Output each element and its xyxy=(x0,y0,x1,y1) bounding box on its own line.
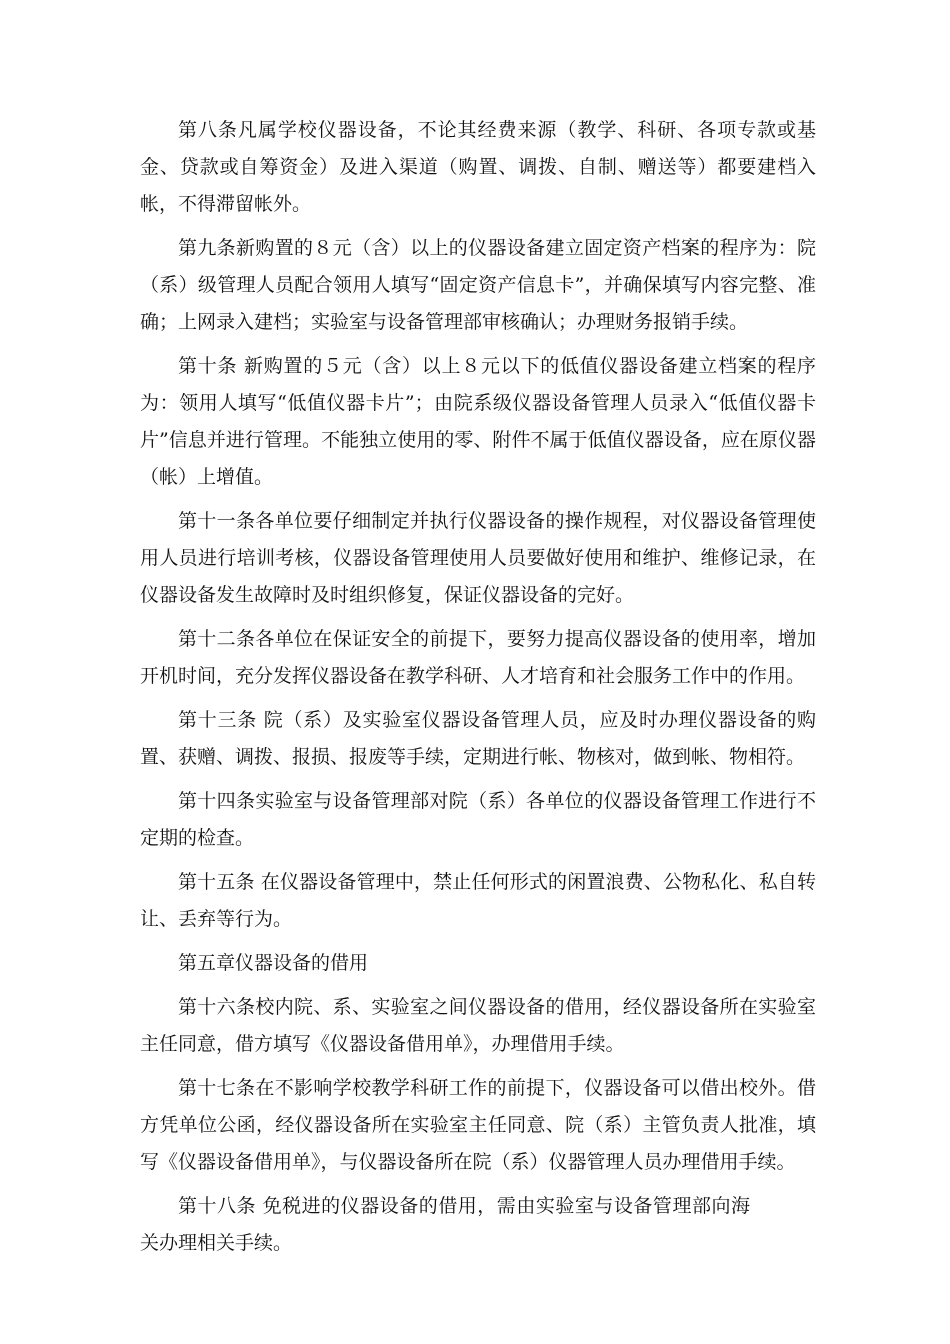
chapter-5-heading: 第五章仪器设备的借用 xyxy=(178,952,369,974)
article-9-paragraph: 第九条新购置的８元（含）以上的仪器设备建立固定资产档案的程序为：院（系）级管理人员配合领用人填写“固定资产信息卡”，并确保填写内容完整、准确；上网录入建档；实验室与设备管理部审核确认；办理财务报销手续。 xyxy=(140,237,816,333)
article-8-paragraph: 第八条凡属学校仪器设备，不论其经费来源（教学、科研、各项专款或基金、贷款或自筹资金）及进入渠道（购置、调拨、自制、赠送等）都要建档入帐，不得滞留帐外。 xyxy=(140,119,816,215)
article-15-paragraph: 第十五条 在仪器设备管理中，禁止任何形式的闲置浪费、公物私化、私自转让、丢弃等行为。 xyxy=(140,871,816,930)
document-body xyxy=(140,112,816,1269)
article-17-paragraph: 第十七条在不影响学校教学科研工作的前提下，仪器设备可以借出校外。借方凭单位公函，经仪器设备所在实验室主任同意、院（系）主管负责人批准，填写《仪器设备借用单》，与仪器设备所在院（系）仪器管理人员办理借用手续。 xyxy=(140,1077,816,1173)
article-12-paragraph: 第十二条各单位在保证安全的前提下，要努力提高仪器设备的使用率，增加开机时间，充分发挥仪器设备在教学科研、人才培育和社会服务工作中的作用。 xyxy=(140,628,816,687)
article-16-paragraph: 第十六条校内院、系、实验室之间仪器设备的借用，经仪器设备所在实验室主任同意，借方填写《仪器设备借用单》，办理借用手续。 xyxy=(140,996,816,1055)
article-18-paragraph: 第十八条 免税进的仪器设备的借用，需由实验室与设备管理部向海关办理相关手续。 xyxy=(140,1195,750,1254)
article-13-paragraph: 第十三条 院（系）及实验室仪器设备管理人员，应及时办理仪器设备的购置、获赠、调拨、报损、报废等手续，定期进行帐、物核对，做到帐、物相符。 xyxy=(140,709,816,768)
article-11-paragraph: 第十一条各单位要仔细制定并执行仪器设备的操作规程，对仪器设备管理使用人员进行培训考核，仪器设备管理使用人员要做好使用和维护、维修记录，在仪器设备发生故障时及时组织修复，保证仪器设备的完好。 xyxy=(140,510,816,606)
article-14-paragraph: 第十四条实验室与设备管理部对院（系）各单位的仪器设备管理工作进行不定期的检查。 xyxy=(140,790,816,849)
article-10-paragraph: 第十条 新购置的５元（含）以上８元以下的低值仪器设备建立档案的程序为：领用人填写“低值仪器卡片”；由院系级仪器设备管理人员录入“低值仪器卡片”信息并进行管理。不能独立使用的零、附件不属于低值仪器设备，应在原仪器（帐）上增值。 xyxy=(140,355,816,488)
